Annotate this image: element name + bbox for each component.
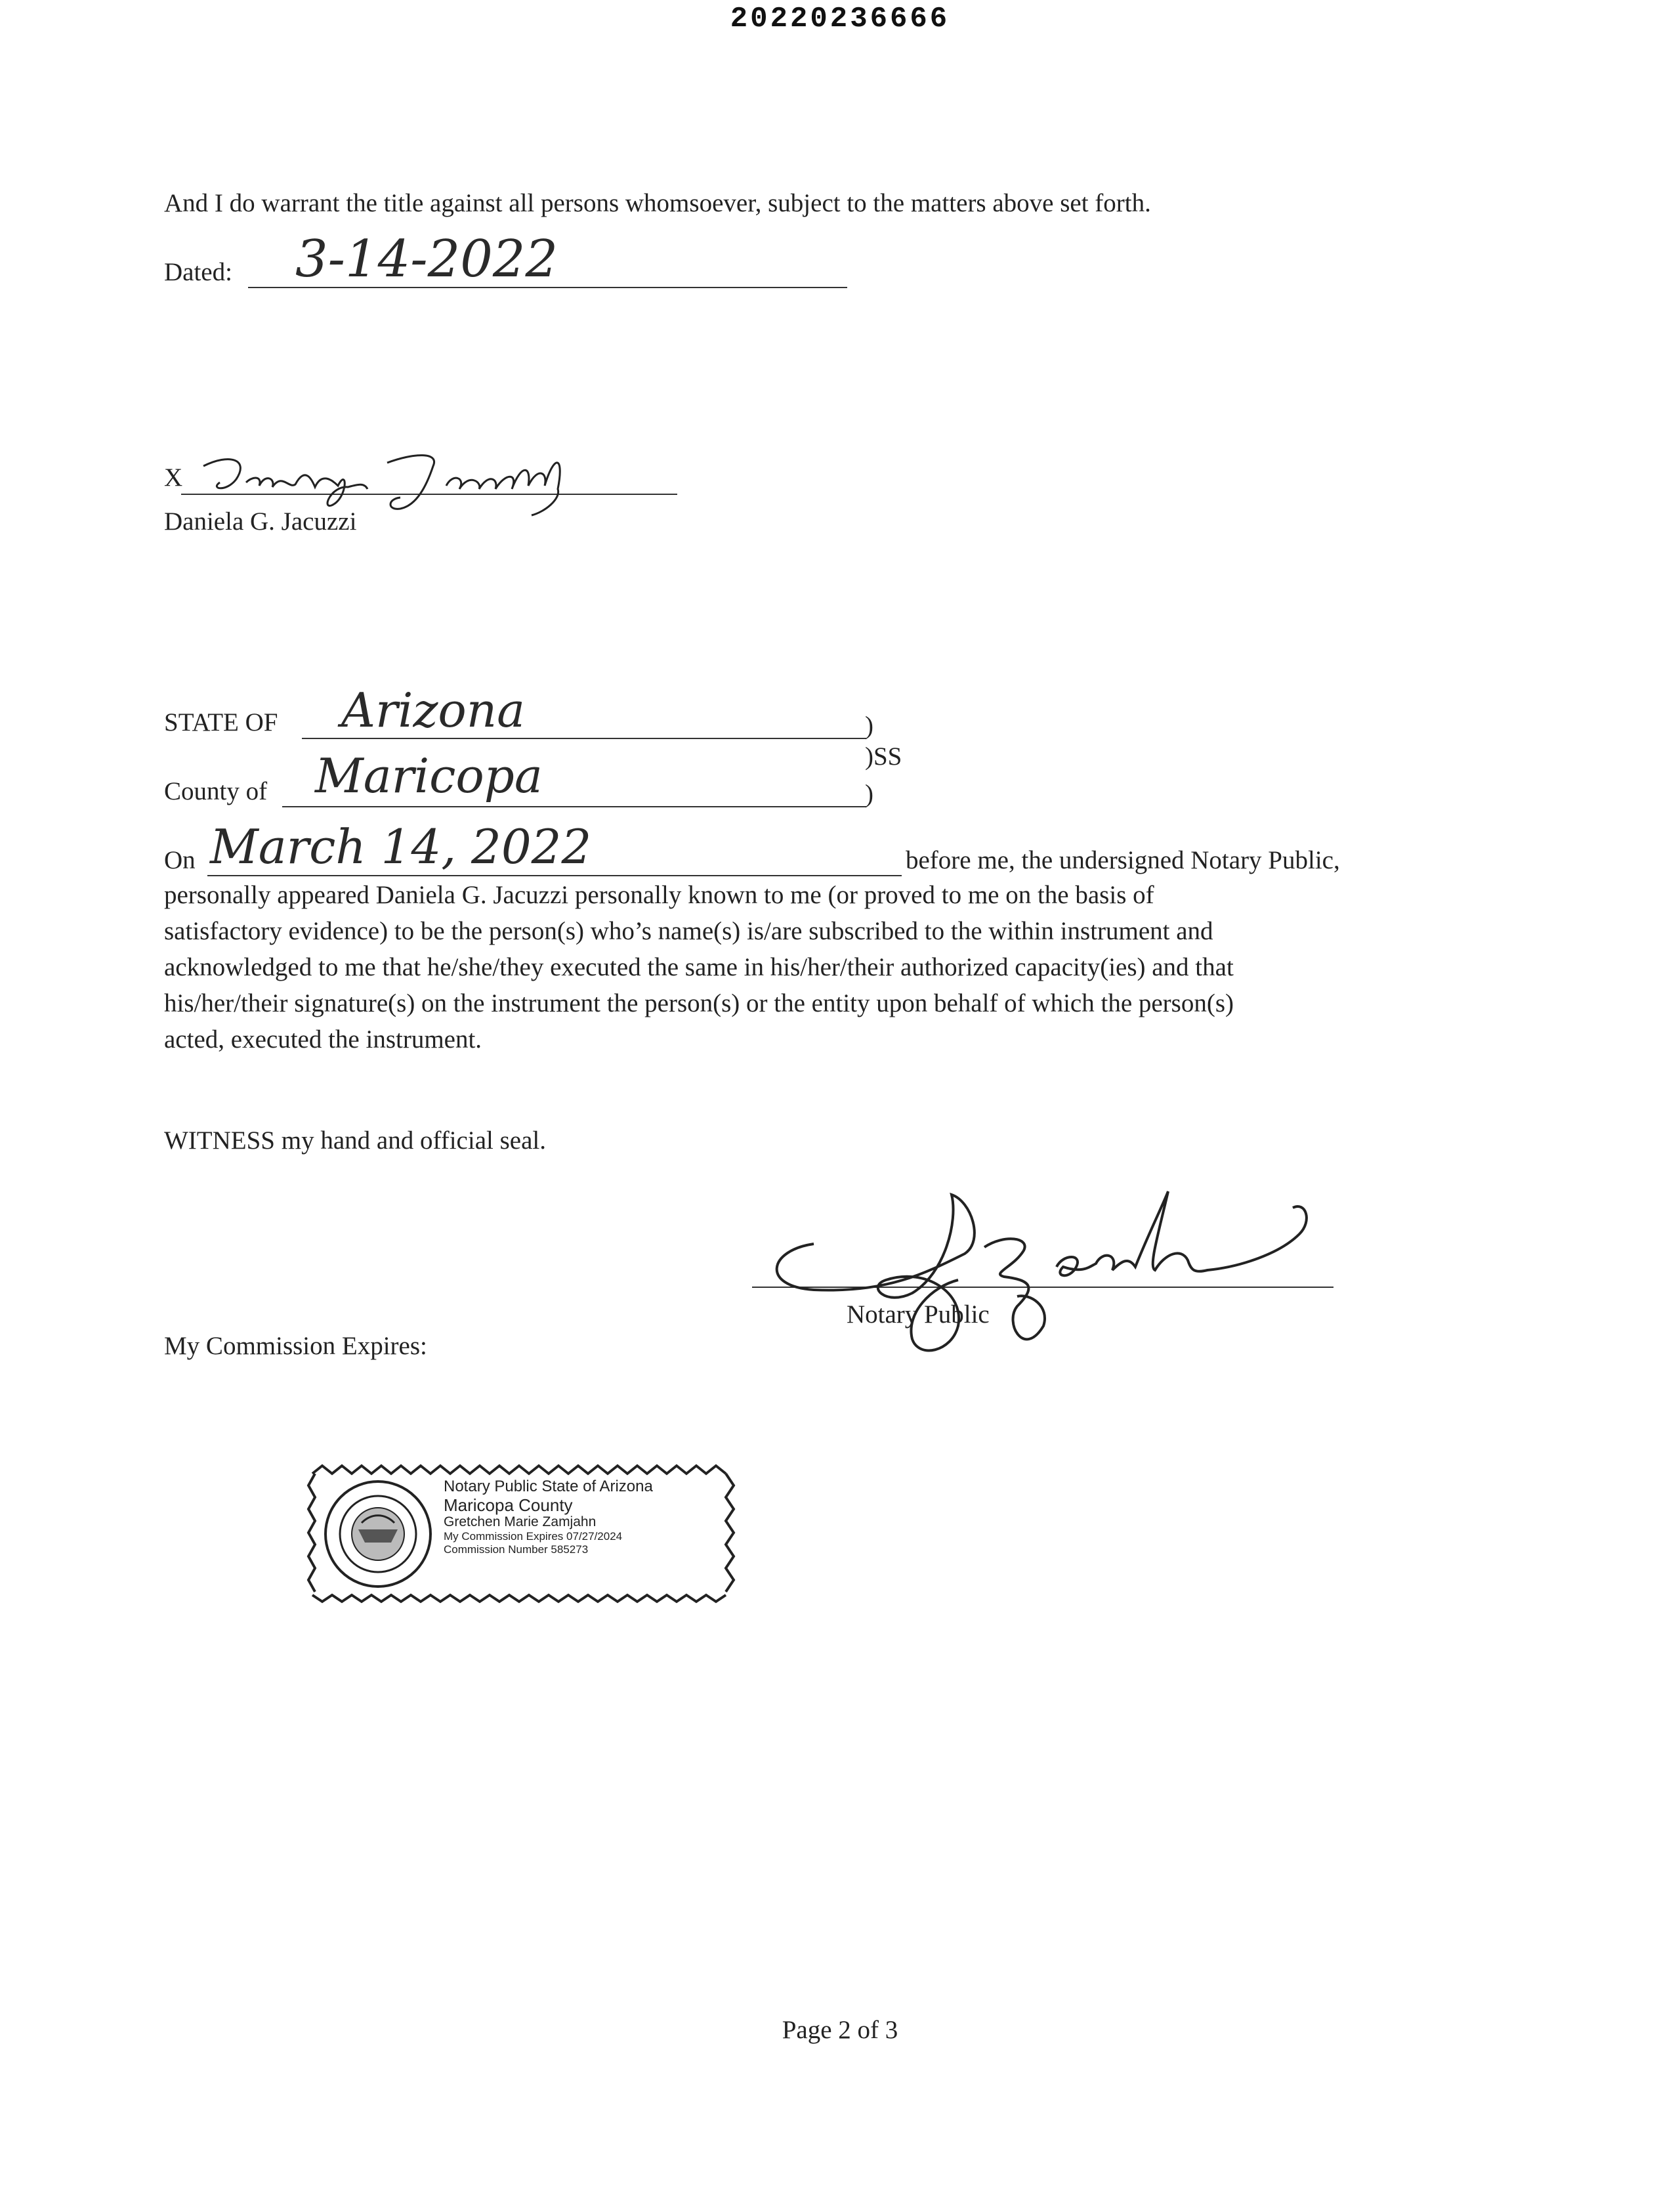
on-label: On (164, 846, 196, 874)
signer-name: Daniela G. Jacuzzi (164, 507, 357, 536)
stamp-line-1: Notary Public State of Arizona (444, 1478, 653, 1495)
commission-expires-label: My Commission Expires: (164, 1332, 427, 1360)
state-handwritten-value: Arizona (341, 683, 526, 738)
notary-stamp-text (444, 1478, 653, 1556)
signature-x-mark: X (164, 463, 183, 492)
state-underline (302, 738, 866, 739)
notary-public-label: Notary Public (847, 1300, 990, 1329)
acknowledgment-line: acted, executed the instrument. (164, 1025, 482, 1054)
notary-stamp (306, 1460, 739, 1606)
on-date-handwritten-value: March 14, 2022 (210, 819, 592, 874)
state-label: STATE OF (164, 708, 278, 736)
recording-number: 20220236666 (730, 3, 950, 35)
county-label: County of (164, 777, 268, 805)
stamp-line-2: Maricopa County (444, 1495, 573, 1515)
witness-text: WITNESS my hand and official seal. (164, 1126, 546, 1155)
county-underline (282, 806, 866, 807)
ss-label: )SS (865, 742, 902, 771)
stamp-line-3: Gretchen Marie Zamjahn (444, 1514, 597, 1529)
dated-handwritten-value: 3-14-2022 (295, 230, 558, 289)
stamp-line-4: My Commission Expires 07/27/2024 (444, 1530, 623, 1543)
warranty-statement: And I do warrant the title against all persons whomsoever, subject to the matters above set forth. (164, 189, 1151, 217)
acknowledgment-line: satisfactory evidence) to be the person(s) who’s name(s) is/are subscribed to the within instrument and (164, 917, 1213, 945)
dated-label: Dated: (164, 258, 232, 286)
page-footer: Page 2 of 3 (782, 2016, 898, 2044)
stamp-line-5: Commission Number 585273 (444, 1543, 589, 1556)
acknowledgment-line: personally appeared Daniela G. Jacuzzi personally known to me (or proved to me on the basis of (164, 881, 1154, 909)
acknowledgment-line: his/her/their signature(s) on the instrument the person(s) or the entity upon behalf of which the person(s) (164, 989, 1234, 1017)
paren-close-2: ) (865, 780, 873, 808)
county-handwritten-value: Maricopa (315, 748, 543, 803)
before-me-text: before me, the undersigned Notary Public, (906, 846, 1340, 874)
acknowledgment-line: acknowledged to me that he/she/they executed the same in his/her/their authorized capacity(ies) and that (164, 953, 1234, 981)
paren-close-1: ) (865, 712, 873, 740)
on-date-underline (207, 875, 902, 876)
notary-signature-image (755, 1182, 1332, 1378)
